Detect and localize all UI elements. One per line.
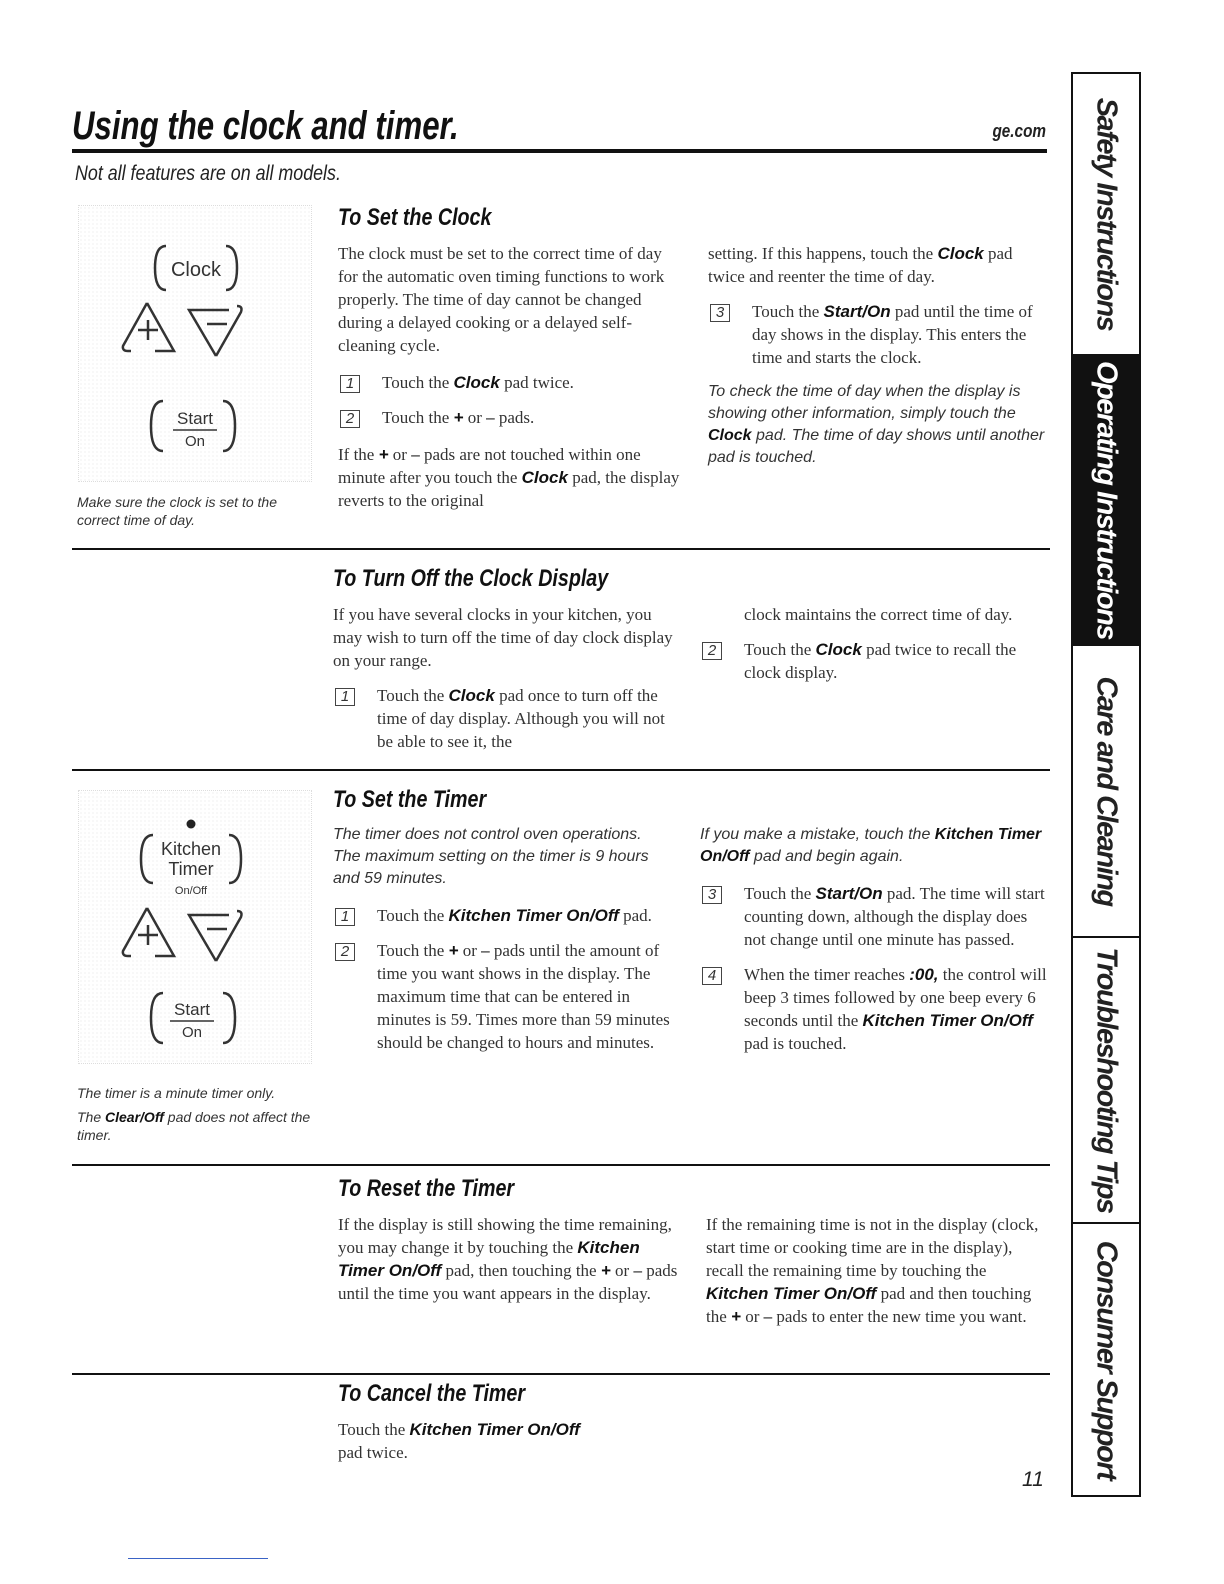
- turn-off-step-1: 1 Touch the Clock pad once to turn off the time of day display. Although you will not be able to see it, the: [333, 684, 678, 753]
- set-timer-step-4: 4 When the timer reaches :00, the control will beep 3 times followed by one beep every 6 seconds until the Kitchen Timer On/Off pad is touched.: [700, 963, 1050, 1055]
- turn-off-right-column: [700, 603, 1045, 696]
- cancel-timer-title: To Cancel the Timer: [338, 1380, 526, 1407]
- set-timer-left-column: [333, 824, 678, 1066]
- reset-timer-left-column: If the display is still showing the time remaining, you may change it by touching the Kitchen Timer On/Off pad, then touching the + or – pads until the time you want appears in the display.: [338, 1215, 678, 1303]
- turn-off-left-column: [333, 603, 678, 765]
- start-on-pad: [151, 401, 235, 451]
- side-tabs: [1071, 72, 1141, 1497]
- page-number: 11: [1022, 1468, 1044, 1491]
- minus-pad-icon: [189, 306, 242, 356]
- cancel-timer-text: Touch the Kitchen Timer On/Off pad twice.: [338, 1420, 580, 1462]
- turn-off-title: To Turn Off the Clock Display: [333, 565, 609, 592]
- page-title: Using the clock and timer.: [72, 104, 459, 148]
- set-clock-title: To Set the Clock: [338, 204, 492, 231]
- set-timer-title: To Set the Timer: [333, 786, 487, 813]
- plus-pad-icon: [123, 303, 174, 351]
- tab-consumer-support[interactable]: Consumer Support: [1090, 1240, 1123, 1479]
- turn-off-intro: If you have several clocks in your kitchen, you may wish to turn off the time of day clock display on your range.: [333, 605, 673, 670]
- timer-caption: The timer is a minute timer only. The Clear/Off pad does not affect the timer.: [77, 1085, 311, 1143]
- start-on-pad: [151, 993, 235, 1043]
- set-timer-step-1: 1 Touch the Kitchen Timer On/Off pad.: [333, 904, 678, 927]
- set-clock-intro: The clock must be set to the correct time of day for the automatic oven timing functions to work properly. The time of day cannot be changed during a delayed cooking or a delayed self-cleaning cycle.: [338, 244, 665, 355]
- minus-pad-icon: [189, 911, 242, 961]
- tab-safety-instructions[interactable]: Safety Instructions: [1073, 74, 1139, 356]
- section-divider-1: [72, 548, 1050, 550]
- page-subtitle: Not all features are on all models.: [75, 162, 341, 185]
- timer-control-panel: [78, 790, 312, 1064]
- start-label: Start: [174, 1000, 210, 1019]
- reset-timer-title: To Reset the Timer: [338, 1175, 515, 1202]
- set-clock-note: To check the time of day when the display is showing other information, simply touch the Clock pad. The time of day shows until another pad is touched.: [708, 383, 1045, 466]
- timer-pads-illustration: [79, 791, 311, 1063]
- clock-control-panel: [78, 205, 312, 482]
- set-timer-mistake-note: If you make a mistake, touch the Kitchen Timer On/Off pad and begin again.: [700, 826, 1042, 865]
- timer-label: Timer: [168, 859, 214, 879]
- clock-caption: Make sure the clock is set to the correct time of day.: [77, 494, 277, 528]
- set-clock-step-1: 1 Touch the Clock pad twice.: [338, 371, 683, 394]
- set-clock-left-column: [338, 242, 683, 512]
- set-timer-note-2: The maximum setting on the timer is 9 hours and 59 minutes.: [333, 848, 649, 887]
- site-name: ge.com: [992, 121, 1046, 141]
- kitchen-timer-pad: [141, 820, 241, 898]
- plus-pad-icon: [123, 908, 174, 956]
- turn-off-continuation: clock maintains the correct time of day.: [744, 605, 1013, 624]
- tab-care-and-cleaning[interactable]: Care and Cleaning: [1073, 646, 1139, 938]
- header-rule: [72, 149, 1047, 153]
- set-clock-step-2: 2 Touch the + or – pads.: [338, 406, 683, 429]
- tab-operating-instructions[interactable]: Operating Instructions: [1073, 356, 1139, 646]
- set-timer-note-1: The timer does not control oven operations.: [333, 826, 642, 843]
- clock-pads-illustration: [79, 206, 311, 481]
- section-divider-3: [72, 1164, 1050, 1166]
- clock-pad-label: Clock: [170, 259, 222, 281]
- tab-troubleshooting-tips[interactable]: Troubleshooting Tips: [1073, 938, 1139, 1224]
- set-clock-continuation: setting. If this happens, touch the Clock pad twice and reenter the time of day.: [708, 244, 1013, 286]
- on-off-label: On/Off: [174, 885, 208, 897]
- set-timer-step-2: 2 Touch the + or – pads until the amount of time you want shows in the display. The maximum time that can be entered in minutes is 59. Times more than 59 minutes should be changed to hours and minutes.: [333, 939, 678, 1054]
- start-label: Start: [177, 409, 213, 428]
- set-clock-step-3: 3 Touch the Start/On pad until the time of day shows in the display. This enters the time and starts the clock.: [708, 300, 1050, 369]
- set-clock-right-column: [708, 242, 1050, 469]
- set-clock-paragraph: If the + or – pads are not touched within one minute after you touch the Clock pad, the display reverts to the original: [338, 445, 680, 510]
- section-divider-2: [72, 769, 1050, 771]
- clock-pad: [155, 246, 237, 290]
- on-label: On: [181, 1024, 203, 1041]
- footer-line: [128, 1558, 268, 1559]
- set-timer-right-column: [700, 824, 1050, 1067]
- reset-timer-right-column: If the remaining time is not in the display (clock, start time or cooking time are in the display), recall the remaining time by touching the Kitchen Timer On/Off pad and then touching the + or – pads to enter the new time you want.: [706, 1215, 1039, 1326]
- section-divider-4: [72, 1373, 1050, 1375]
- turn-off-step-2: 2 Touch the Clock pad twice to recall the clock display.: [700, 638, 1045, 684]
- kitchen-label: Kitchen: [160, 839, 222, 859]
- set-timer-step-3: 3 Touch the Start/On pad. The time will start counting down, although the display does not change until one minute has passed.: [700, 882, 1050, 951]
- on-label: On: [184, 433, 206, 450]
